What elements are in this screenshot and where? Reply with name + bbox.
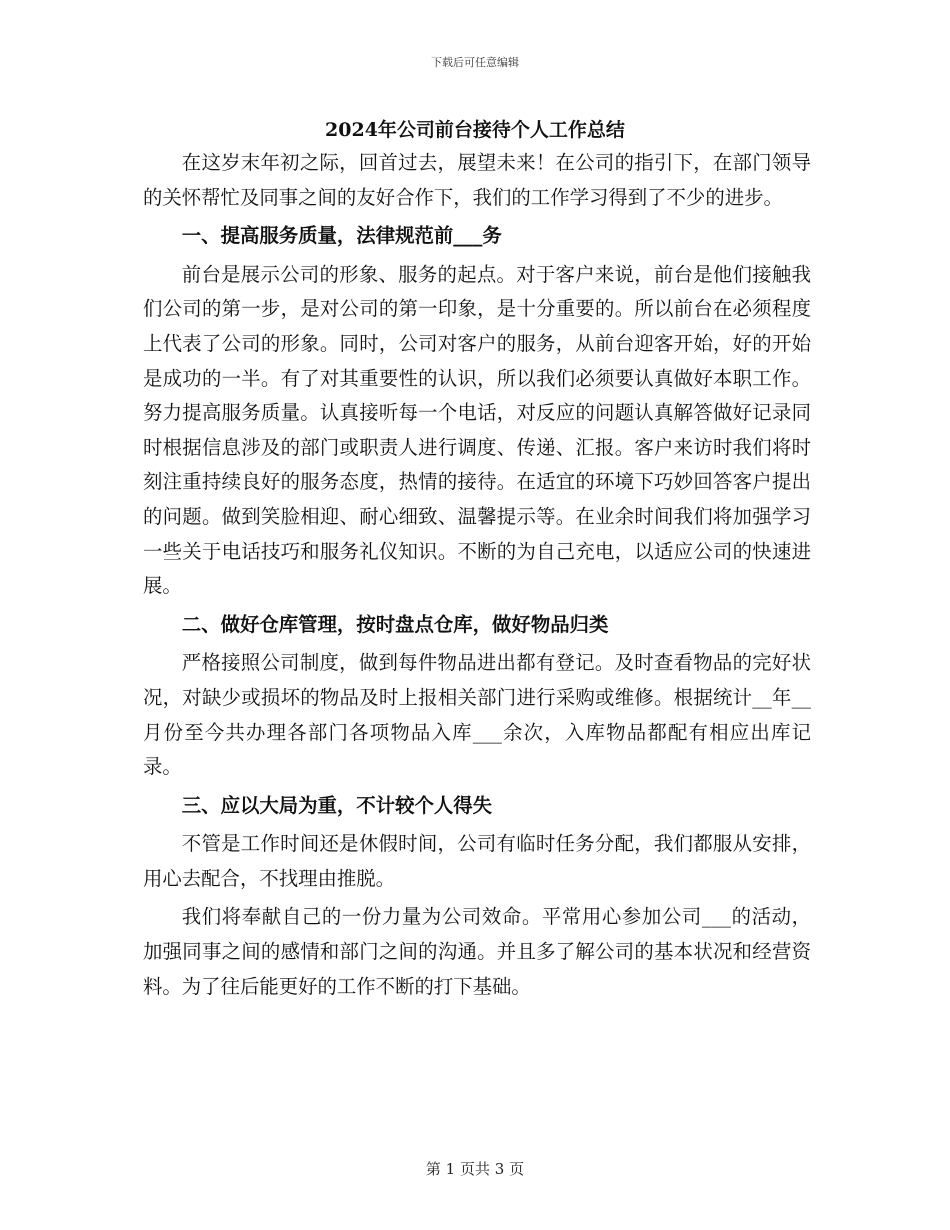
page-number-footer: 第 1 页共 3 页 [425,1160,525,1178]
document-body [143,146,811,1004]
document-title: 2024年公司前台接待个人工作总结 [325,119,625,141]
section1-paragraph: 前台是展示公司的形象、服务的起点。对于客户来说，前台是他们接触我们公司的第一步，是对公司的第一印象，是十分重要的。所以前台在必须程度上代表了公司的形象。同时，公司对客户的服务，从前台迎客开始，好的开始是成功的一半。有了对其重要性的认识，所以我们必须要认真做好本职工作。努力提高服务质量。认真接听每一个电话，对反应的问题认真解答做好记录同时根据信息涉及的部门或职责人进行调度、传递、汇报。客户来访时我们将时刻注重持续良好的服务态度，热情的接待。在适宜的环境下巧妙回答客户提出的问题。做到笑脸相迎、耐心细致、温馨提示等。在业余时间我们将加强学习一些关于电话技巧和服务礼仪知识。不断的为自己充电，以适应公司的快速进展。 [143,262,811,598]
section2-heading: 二、做好仓库管理，按时盘点仓库，做好物品归类 [181,612,609,636]
page-header-note: 下载后可任意编辑 [431,56,519,69]
section3-heading: 三、应以大局为重，不计较个人得失 [181,793,493,817]
section3-paragraph-1: 不管是工作时间还是休假时间，公司有临时任务分配，我们都服从安排，用心去配合，不找理由推脱。 [143,832,811,890]
section1-heading: 一、提高服务质量，法律规范前___务 [181,224,502,248]
section3-paragraph-2: 我们将奉献自己的一份力量为公司效命。平常用心参加公司___的活动，加强同事之间的感情和部门之间的沟通。并且多了解公司的基本状况和经营资料。为了往后能更好的工作不断的打下基础。 [143,905,811,998]
intro-paragraph: 在这岁末年初之际，回首过去，展望未来！在公司的指引下，在部门领导的关怀帮忙及同事之间的友好合作下，我们的工作学习得到了不少的进步。 [143,151,811,209]
section2-paragraph: 严格接照公司制度，做到每件物品进出都有登记。及时查看物品的完好状况，对缺少或损坏的物品及时上报相关部门进行采购或维修。根据统计__年__月份至今共办理各部门各项物品入库___余次，入库物品都配有相应出库记录。 [143,651,811,779]
